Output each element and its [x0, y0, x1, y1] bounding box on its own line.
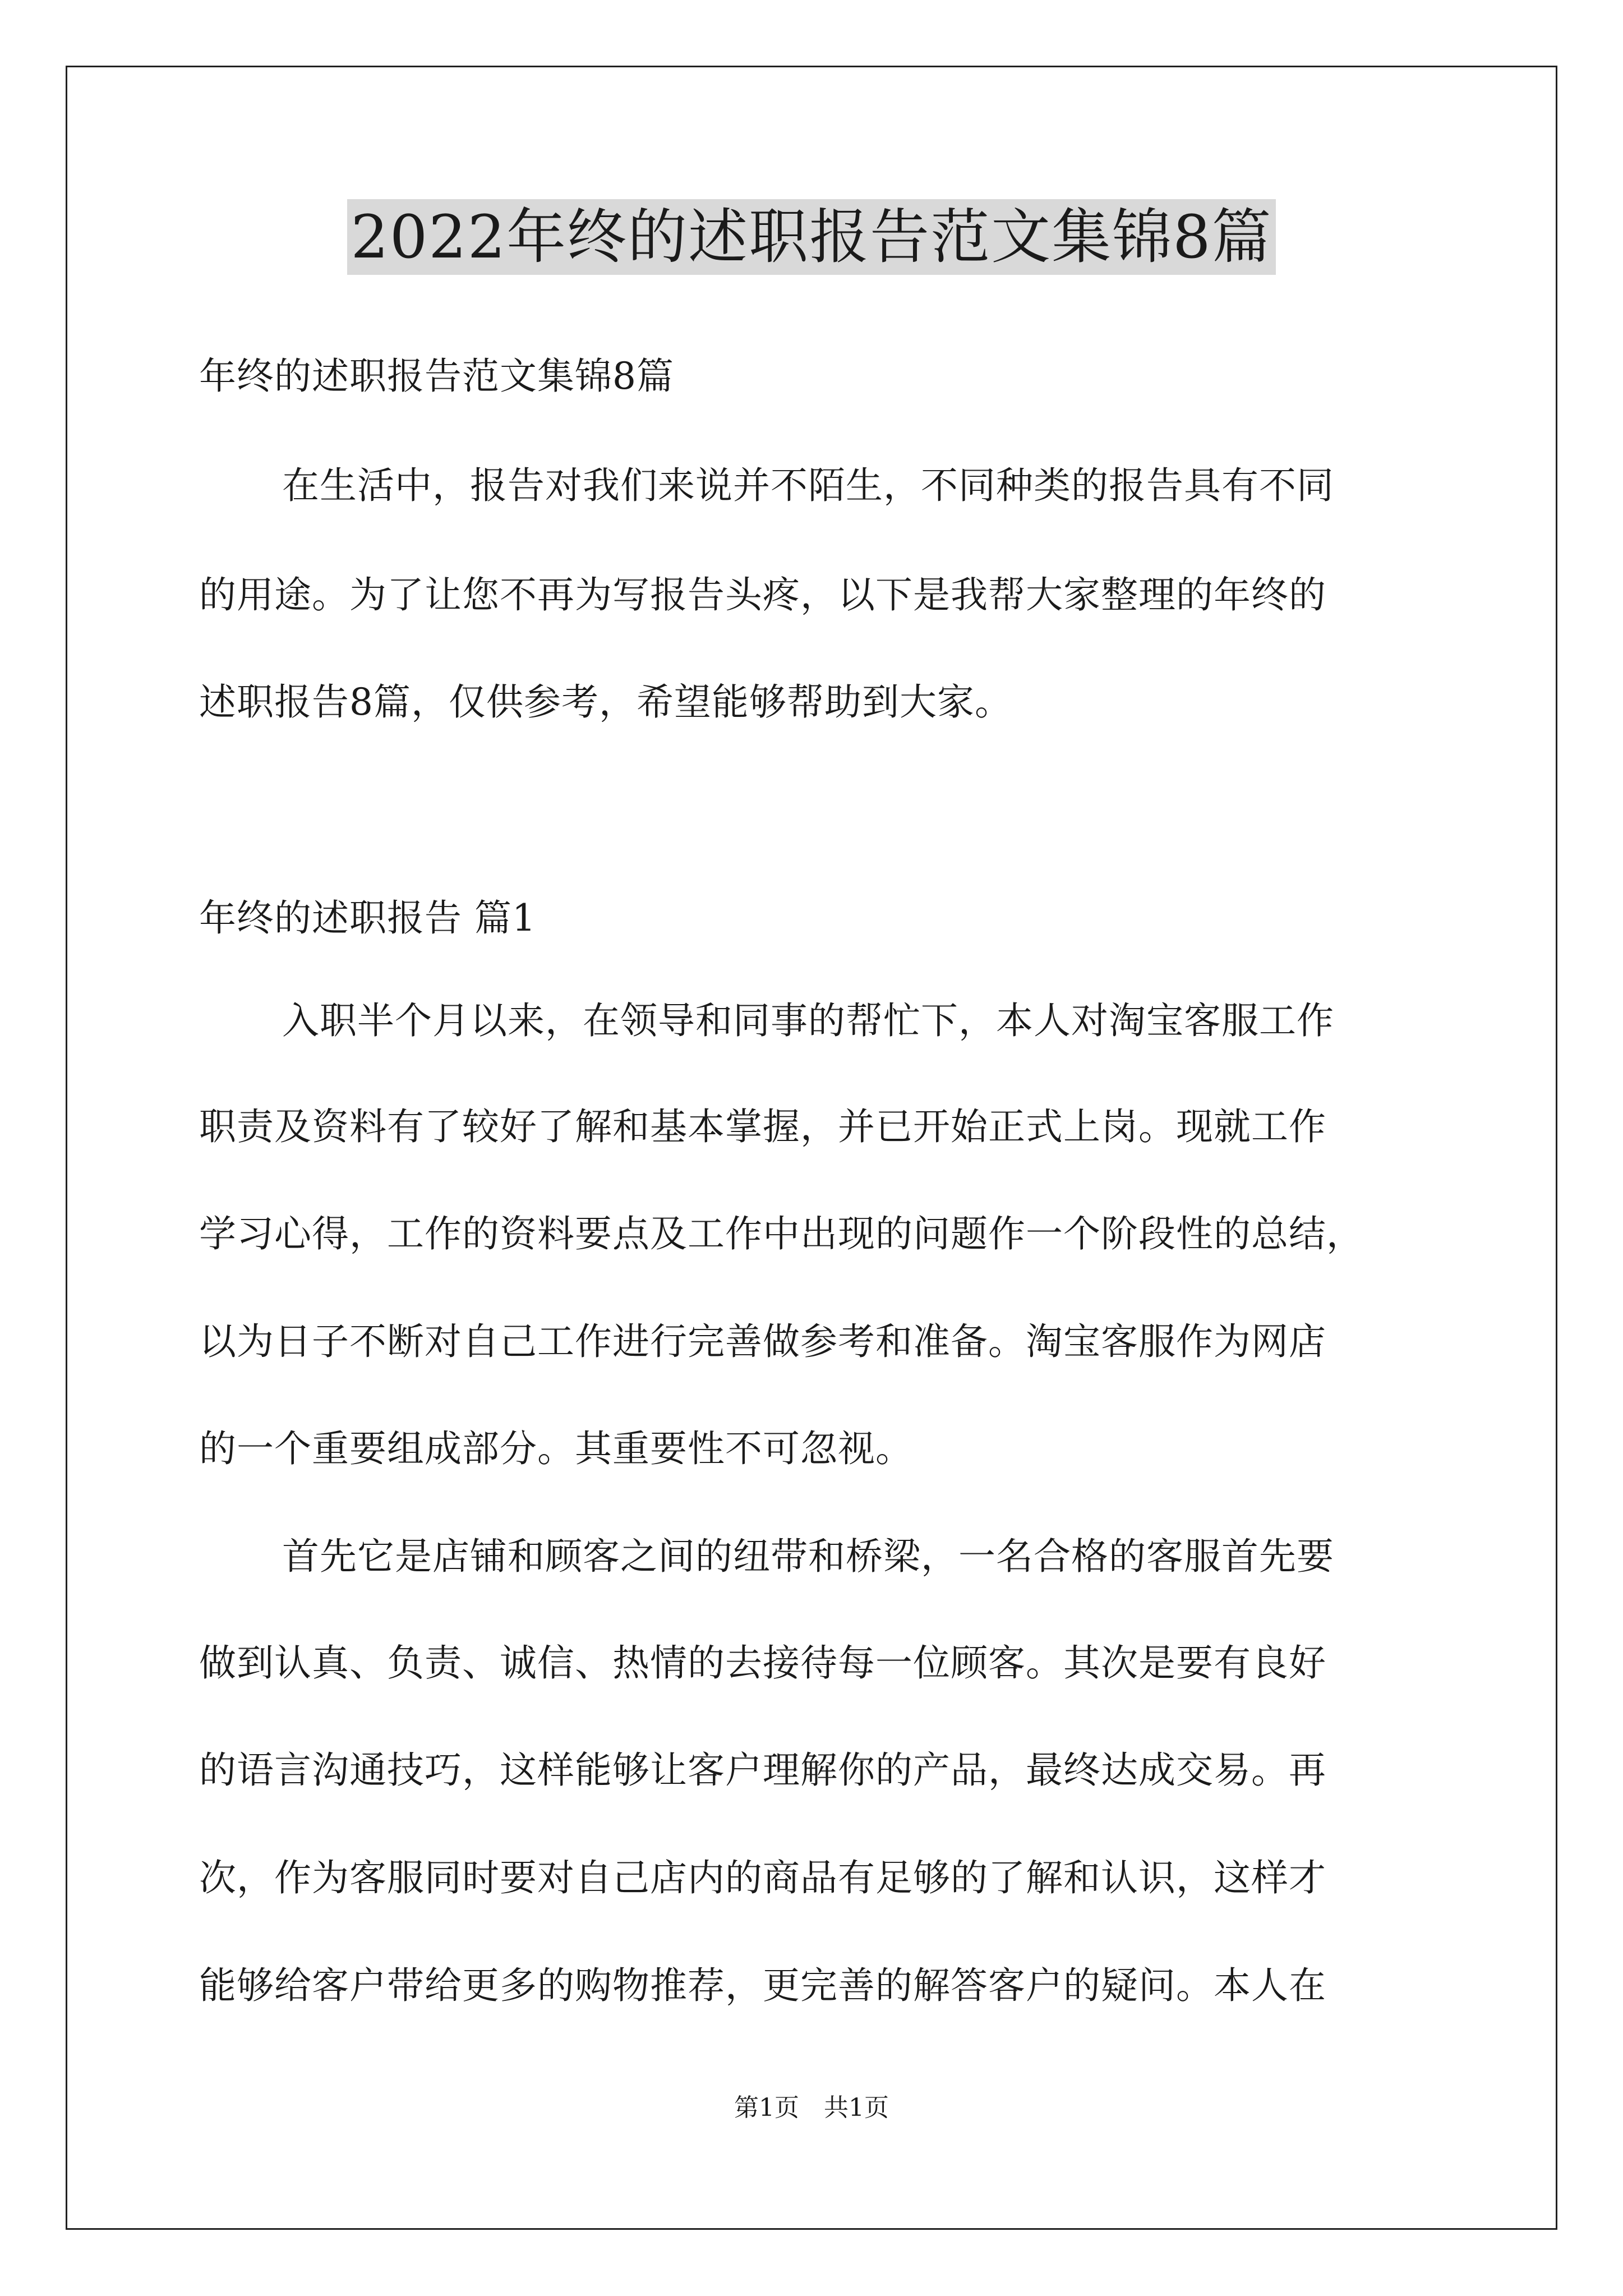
intro-line: 述职报告8篇，仅供参考，希望能够帮助到大家。: [199, 680, 1012, 724]
paragraph-line: 能够给客户带给更多的购物推荐，更完善的解答客户的疑问。本人在: [199, 1964, 1326, 2007]
paragraph-line: 做到认真、负责、诚信、热情的去接待每一位顾客。其次是要有良好: [199, 1641, 1326, 1685]
page-footer: 第1页 共1页: [734, 2093, 889, 2122]
paragraph-line: 学习心得，工作的资料要点及工作中出现的问题作一个阶段性的总结，: [199, 1212, 1364, 1255]
paragraph-line: 以为日子不断对自己工作进行完善做参考和准备。淘宝客服作为网店: [199, 1320, 1326, 1363]
title-container: [0, 199, 1623, 275]
paragraph-line: 首先它是店铺和顾客之间的纽带和桥梁，一名合格的客服首先要: [282, 1535, 1334, 1578]
paragraph-line: 的一个重要组成部分。其重要性不可忽视。: [199, 1427, 913, 1470]
intro-line: 的用途。为了让您不再为写报告头疼，以下是我帮大家整理的年终的: [199, 573, 1326, 616]
paragraph-line: 次，作为客服同时要对自己店内的商品有足够的了解和认识，这样才: [199, 1856, 1326, 1899]
document-title: 2022年终的述职报告范文集锦8篇: [347, 199, 1275, 275]
section-heading: 年终的述职报告 篇1: [199, 896, 536, 940]
document-subtitle: 年终的述职报告范文集锦8篇: [199, 355, 674, 398]
intro-line: 在生活中，报告对我们来说并不陌生，不同种类的报告具有不同: [282, 464, 1334, 507]
paragraph-line: 的语言沟通技巧，这样能够让客户理解你的产品，最终达成交易。再: [199, 1749, 1326, 1792]
paragraph-line: 职责及资料有了较好了解和基本掌握，并已开始正式上岗。现就工作: [199, 1105, 1326, 1148]
paragraph-line: 入职半个月以来，在领导和同事的帮忙下，本人对淘宝客服工作: [282, 999, 1334, 1042]
